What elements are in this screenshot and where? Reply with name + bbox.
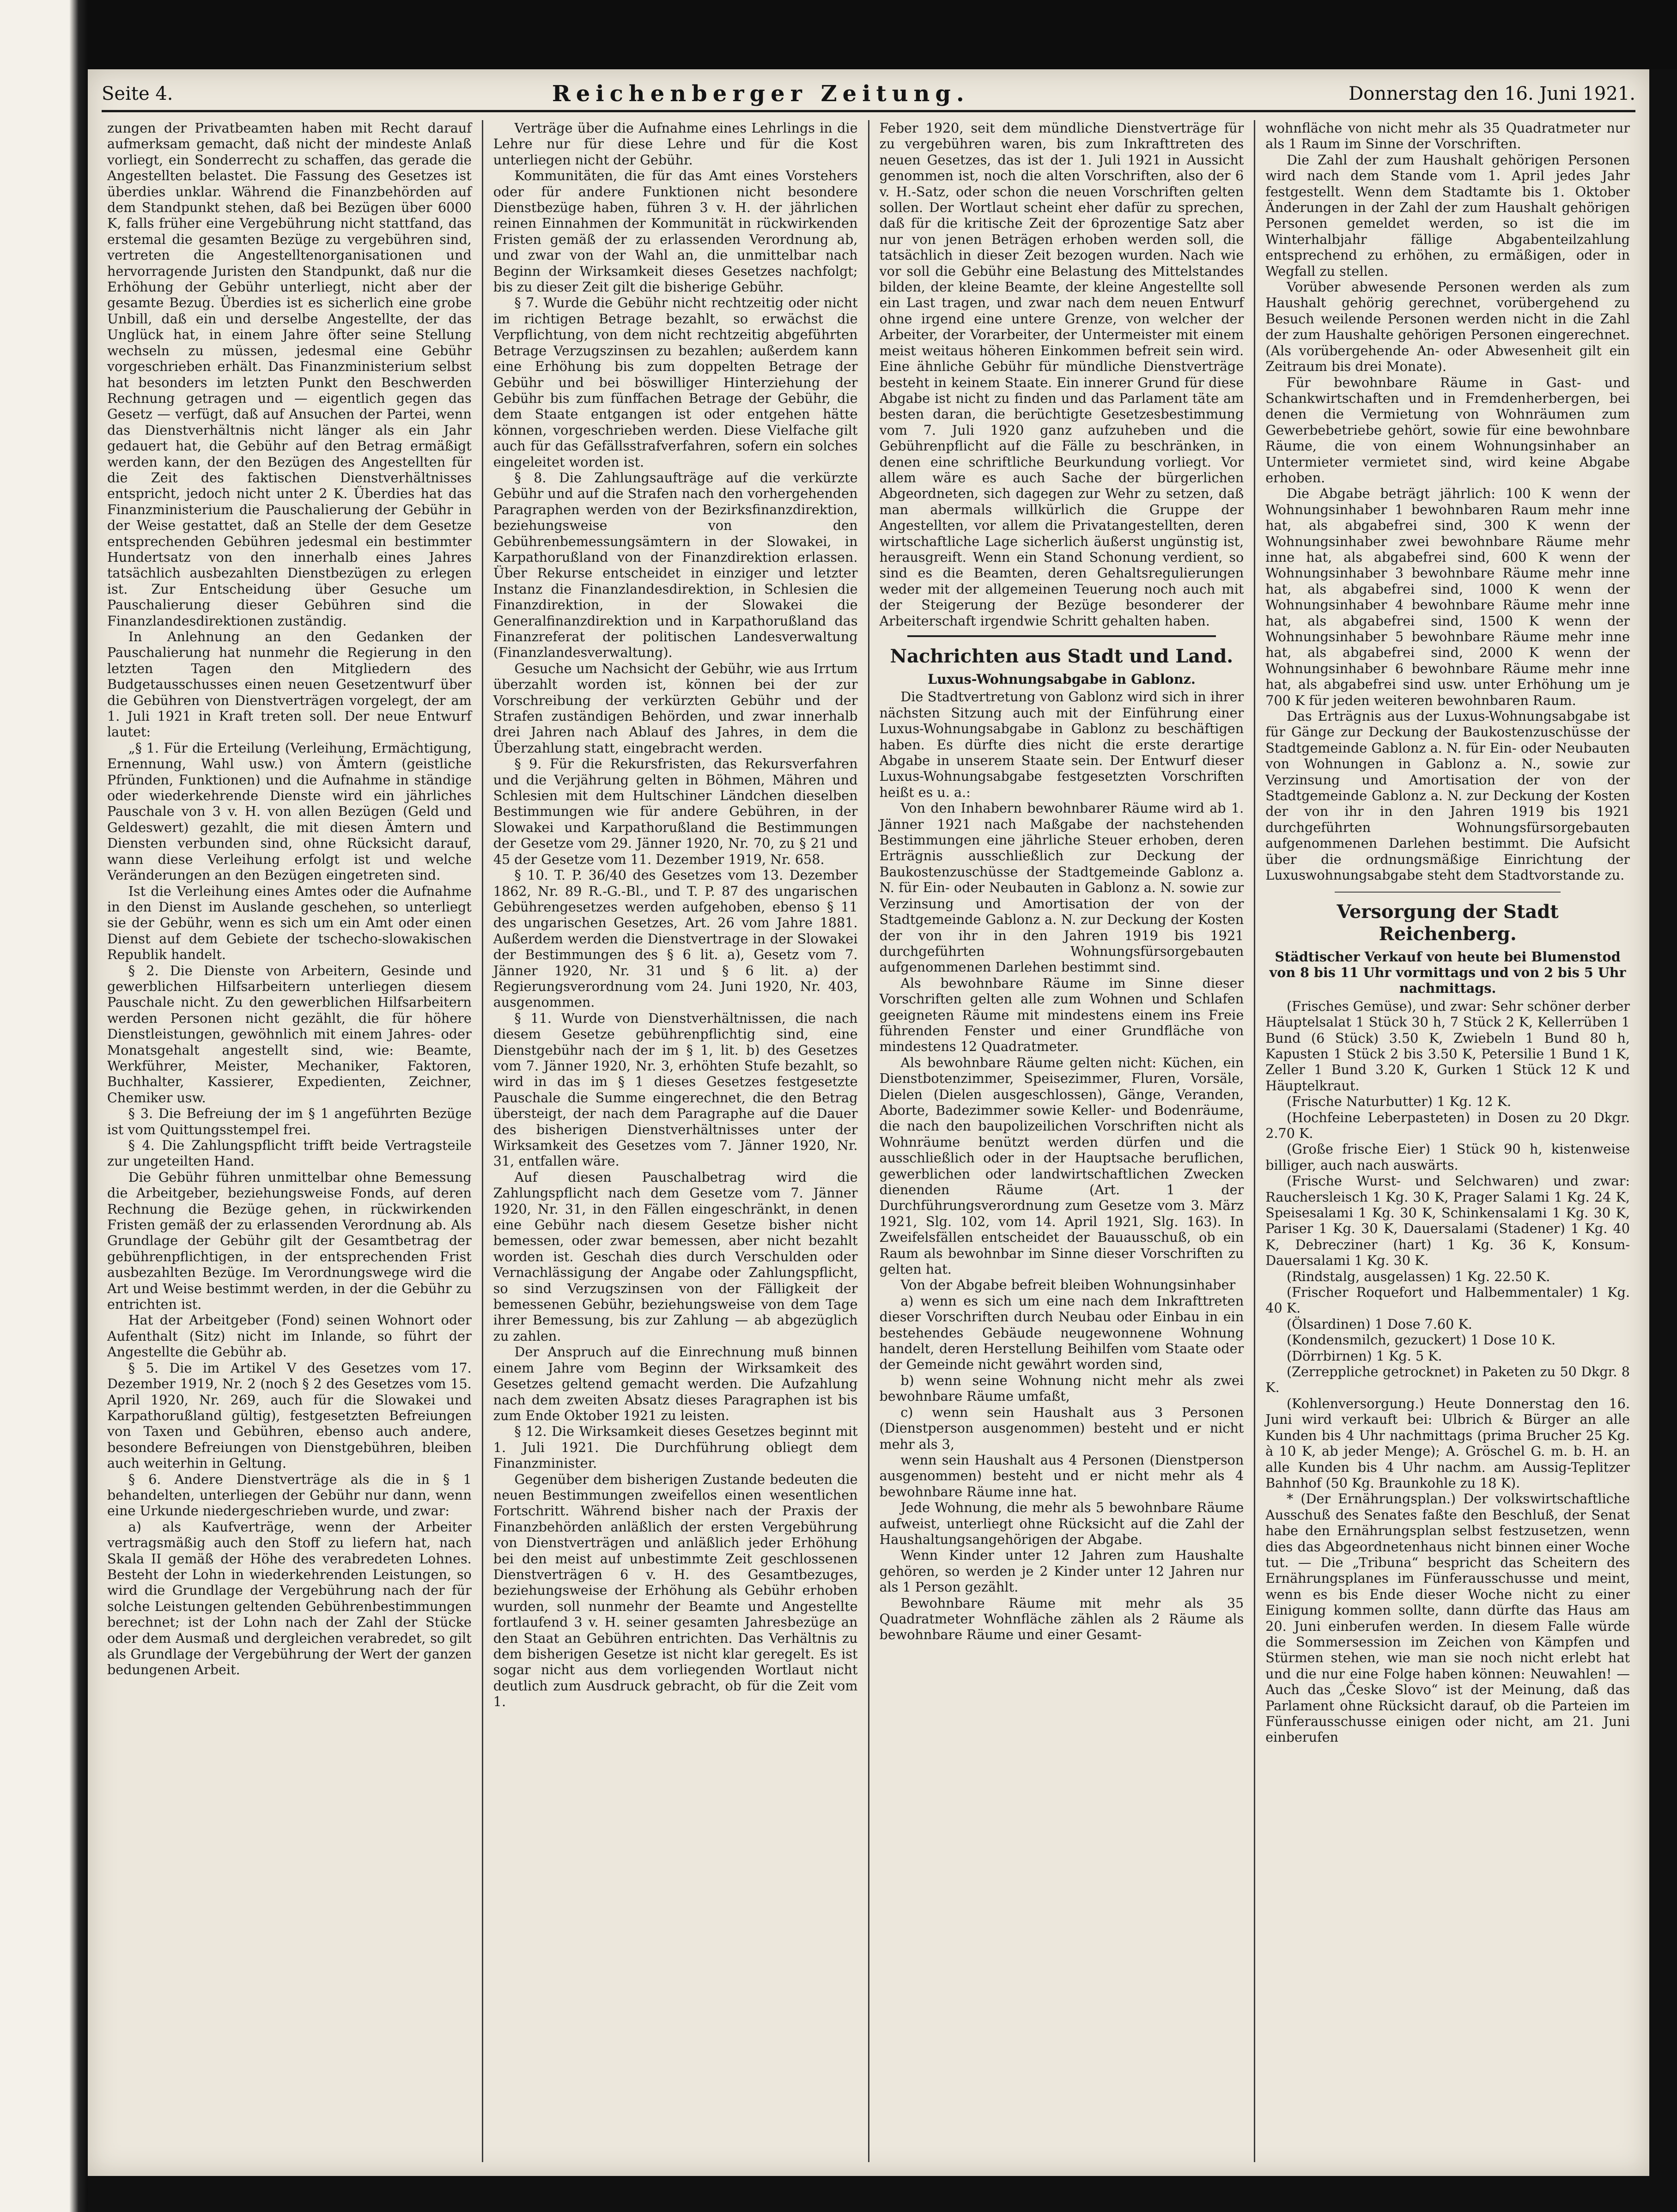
paragraph: Hat der Arbeitgeber (Fond) seinen Wohnort oder Aufenthalt (Sitz) nicht im Inlande, so führt der Angestellte die Gebühr ab.: [107, 1312, 472, 1360]
paragraph: Ist die Verleihung eines Amtes oder die Aufnahme in den Dienst im Auslande geschehen, so unterliegt sie der Gebühr, wenn es sich um ein Amt oder einen Dienst auf dem Gebiete der tschecho-slowakischen Republik handelt.: [107, 883, 472, 963]
paragraph: (Kohlenversorgung.) Heute Donnerstag den 16. Juni wird verkauft bei: Ulbrich & Bürger an alle Kunden bis 4 Uhr nachmittags (prima Brucher 25 Kg. à 10 K, ab jeder Menge); A. Gröschel G. m. b. H. an alle Kunden bis 4 Uhr nachm. am Aussig-Teplitzer Bahnhof (50 Kg. Braunkohle zu 18 K).: [1265, 1395, 1630, 1491]
paragraph: wohnfläche von nicht mehr als 35 Quadratmeter nur als 1 Raum im Sinne der Vorschriften.: [1265, 120, 1630, 152]
paragraph: * (Der Ernährungsplan.) Der volkswirtschaftliche Ausschuß des Senates faßte den Beschluß, der Senat habe den Ernährungsplan selbst festzusetzen, wenn dies das Abgeordnetenhaus nicht binnen einer Woche tut. — Die „Tribuna“ bespricht das Scheitern des Ernährungsplanes im Fünferausschusse und meint, wenn es bis Ende dieser Woche nicht zu einer Einigung kommen sollte, dann dürfte das Haus am 20. Juni einberufen werden. In diesem Falle würde die Sommersession im Zeichen von Kämpfen und Stürmen stehen, wie man sie noch nicht erlebt hat und die nur eine Folge haben können: Neuwahlen! — Auch das „Česke Slovo“ ist der Meinung, daß das Parlament ohne Rücksicht darauf, ob die Parteien im Fünferausschusse einigen oder nicht, am 21. Juni einberufen: [1265, 1491, 1630, 1745]
scan-border-top: [0, 0, 1677, 69]
paragraph: Der Anspruch auf die Einrechnung muß binnen einem Jahre vom Beginn der Wirksamkeit des Gesetzes geltend gemacht werden. Die Aufzahlung nach dem zweiten Absatz dieses Paragraphen ist bis zum Ende Oktober 1921 zu leisten.: [493, 1344, 858, 1423]
paragraph: zungen der Privatbeamten haben mit Recht darauf aufmerksam gemacht, daß nicht der mindeste Anlaß vorliegt, ein Sonderrecht zu schaffen, das gerade die Angestellten belastet. Die Fassung des Gesetzes ist überdies unklar. Während die Finanzbehörden auf dem Standpunkt stehen, daß bei Bezügen über 6000 K, falls früher eine Vergebührung nicht stattfand, das erstemal die gesamten Bezüge zu vergebühren sind, vertreten die Angestelltenorganisationen und hervorragende Juristen den Standpunkt, daß nur die Erhöhung der Gebühr unterliegt, nicht aber der gesamte Bezug. Überdies ist es sicherlich eine grobe Unbill, daß ein und derselbe Angestellte, der das Unglück hat, in einem Jahre öfter seine Stellung wechseln zu müssen, jedesmal eine Gebühr vorgeschrieben erhält. Das Finanzministerium selbst hat besonders im letzten Punkt den Beschwerden Rechnung getragen und — eigentlich gegen das Gesetz — verfügt, daß auf Ansuchen der Partei, wenn das Dienstverhältnis nicht länger als ein Jahr gedauert hat, die Gebühr auf den Betrag ermäßigt werden kann, der den Bezügen des Angestellten für die Zeit des faktischen Dienstverhältnisses entspricht, jedoch nicht unter 2 K. Überdies hat das Finanzministerium die Pauschalierung der Gebühr in der Weise gestattet, daß an Stelle der dem Gesetze entsprechenden Gebühren jedesmal ein bestimmter Hundertsatz von den innerhalb eines Jahres tatsächlich ausbezahlten Dienstbezügen zu erlegen ist. Zur Entscheidung über Gesuche um Pauschalierung dieser Gebühren sind die Finanzlandesdirektionen zuständig.: [107, 120, 472, 629]
paragraph: „§ 1. Für die Erteilung (Verleihung, Ermächtigung, Ernennung, Wahl usw.) von Ämtern (geistliche Pfründen, Funktionen) und die Aufnahme in ständige oder wiederkehrende Dienste wird ein jährliches Pauschale von 3 v. H. von allen Bezügen (Geld und Geldeswert) gezahlt, die mit diesen Ämtern und Diensten verbunden sind, ohne Rücksicht darauf, wann diese Verleihung erfolgt ist und welche Veränderungen an den Bezügen eingetreten sind.: [107, 740, 472, 883]
paragraph: Jede Wohnung, die mehr als 5 bewohnbare Räume aufweist, unterliegt ohne Rücksicht auf die Zahl der Haushaltungsangehörigen der Abgabe.: [879, 1500, 1244, 1547]
masthead: [102, 78, 1635, 112]
column-4: [1254, 120, 1640, 2162]
paragraph: Wenn Kinder unter 12 Jahren zum Haushalte gehören, so werden je 2 Kinder unter 12 Jahren nur als 1 Person gezählt.: [879, 1547, 1244, 1595]
newspaper-page: [88, 69, 1649, 2176]
paragraph: (Frisches Gemüse), und zwar: Sehr schöner derber Häuptelsalat 1 Stück 30 h, 7 Stück 2 K, Kellerrüben 1 Bund (6 Stück) 3.50 K, Zwiebeln 1 Bund 80 h, Kapusten 1 Stück 2 bis 3.50 K, Petersilie 1 Bund 1 K, Zeller 1 Bund 3.20 K, Gurken 1 Stück 12 K und Häuptelkraut.: [1265, 998, 1630, 1094]
paragraph: Die Abgabe beträgt jährlich: 100 K wenn der Wohnungsinhaber 1 bewohnbaren Raum mehr inne hat, als abgabefrei sind, 300 K wenn der Wohnungsinhaber zwei bewohnbare Räume mehr inne hat, als abgabefrei sind, 600 K wenn der Wohnungsinhaber 3 bewohnbare Räume mehr inne hat, als abgabefrei sind, 1000 K wenn der Wohnungsinhaber 4 bewohnbare Räume mehr inne hat, als abgabefrei sind, 1500 K wenn der Wohnungsinhaber 5 bewohnbare Räume mehr inne hat, als abgabefrei sind, 2000 K wenn der Wohnungsinhaber 6 bewohnbare Räume mehr inne hat, als abgabefrei sind usw. unter Erhöhung um je 700 K für jeden weiteren bewohnbaren Raum.: [1265, 486, 1630, 708]
paragraph: § 4. Die Zahlungspflicht trifft beide Vertragsteile zur ungeteilten Hand.: [107, 1137, 472, 1169]
article-columns: [97, 120, 1640, 2162]
paragraph: (Rindstalg, ausgelassen) 1 Kg. 22.50 K.: [1287, 1268, 1550, 1284]
paragraph: Die Gebühr führen unmittelbar ohne Bemessung die Arbeitgeber, beziehungsweise Fonds, auf deren Rechnung die Bezüge gehen, in rückwirkenden Fristen gemäß der zu erlassenden Verordnung ab. Als Grundlage der Gebühr gilt der Gesamtbetrag der gebührenpflichtigen, in der entsprechenden Frist ausbezahlten Bezüge. Im Verordnungswege wird die Art und Weise bestimmt werden, in der die Gebühr zu entrichten ist.: [107, 1169, 472, 1313]
paragraph: § 6. Andere Dienstverträge als die in § 1 behandelten, unterliegen der Gebühr nur dann, wenn eine Urkunde niedergeschrieben wurde, und zwar:: [107, 1471, 472, 1519]
paragraph: § 2. Die Dienste von Arbeitern, Gesinde und gewerblichen Hilfsarbeitern unterliegen diesem Pauschale nicht. Zu den gewerblichen Hilfsarbeitern werden Personen nicht gezählt, die für höhere Dienstleistungen, gewöhnlich mit einem Jahres- oder Monatsgehalt angestellt sind, wie: Beamte, Werkführer, Meister, Mechaniker, Faktoren, Buchhalter, Kassierer, Expedienten, Zeichner, Chemiker usw.: [107, 962, 472, 1106]
paragraph: § 10. T. P. 36/40 des Gesetzes vom 13. Dezember 1862, Nr. 89 R.-G.-Bl., und T. P. 87 des ungarischen Gebührengesetzes werden aufgehoben, ebenso § 11 des ungarischen Gesetzes, Art. 26 vom Jahre 1881. Außerdem werden die Dienstvertrage in der Slowakei der Bestimmungen des § 6 lit. a), Gesetz vom 7. Jänner 1920, Nr. 31 und § 6 lit. a) der Regierungsverordnung vom 24. Juni 1920, Nr. 403, ausgenommen.: [493, 867, 858, 1010]
paragraph: a) wenn es sich um eine nach dem Inkrafttreten dieser Vorschriften durch Neubau oder Einbau in ein bestehendes Gebäude neugewonnene Wohnung handelt, deren Herstellung Beihilfen vom Staate oder der Gemeinde nicht gewährt worden sind,: [879, 1293, 1244, 1373]
newspaper-title: Reichenberger Zeitung.: [552, 81, 970, 107]
paragraph: Die Stadtvertretung von Gablonz wird sich in ihrer nächsten Sitzung auch mit der Einführung einer Luxus-Wohnungsabgabe in Gablonz zu beschäftigen haben. Es dürfte dies nicht die erste derartige Abgabe in unserem Staate sein. Der Entwurf dieser Luxus-Wohnungsabgabe festgesetzten Vorschriften heißt es u. a.:: [879, 689, 1244, 800]
paragraph: Die Zahl der zum Haushalt gehörigen Personen wird nach dem Stande vom 1. April jedes Jahr festgestellt. Wenn dem Stadtamte bis 1. Oktober Änderungen in der Zahl der zum Haushalt gehörigen Personen gemeldet werden, so ist die im Winterhalbjahr fällige Abgabenteilzahlung entsprechend zu erhöhen, zu ermäßigen, oder in Wegfall zu stellen.: [1265, 152, 1630, 279]
paragraph: Bewohnbare Räume mit mehr als 35 Quadratmeter Wohnfläche zählen als 2 Räume als bewohnbare Räume und einer Gesamt-: [879, 1595, 1244, 1643]
paragraph: Gegenüber dem bisherigen Zustande bedeuten die neuen Bestimmungen zweifellos einen wesentlichen Fortschritt. Während bisher nach der Praxis der Finanzbehörden anläßlich der ersten Vergebührung von Dienstverträgen und anläßlich jeder Erhöhung bei den meist auf unbestimmte Zeit geschlossenen Dienstverträgen 6 v. H. des Gesamtbezuges, beziehungsweise der Erhöhung als Gebühr erhoben wurden, soll nunmehr der Beamte und Angestellte fortlaufend 3 v. H. seiner gesamten Jahresbezüge an den Staat an Gebühren entrichten. Das Verhältnis zu dem bisherigen Gesetze ist nicht klar geregelt. Es ist sogar nicht aus dem vorliegenden Wortlaut nicht deutlich zum Ausdruck gebracht, ob für die Zeit vom 1.: [493, 1471, 858, 1710]
paragraph: Das Erträgnis aus der Luxus-Wohnungsabgabe ist für Gänge zur Deckung der Baukostenzuschüsse der Stadtgemeinde Gablonz a. N. für Ein- oder Neubauten von Wohnungen in Gablonz a. N., sowie zur Verzinsung und Amortisation der von der Stadtgemeinde Gablonz a. N. zur Deckung der Kosten der von ihr in den Jahren 1919 bis 1921 durchgeführten Wohnungsfürsorgebauten aufgenommenen Darlehen bestimmt. Die Aufsicht über die ordnungsmäßige Einrichtung der Luxuswohnungsabgabe steht dem Stadtvorstande zu.: [1265, 708, 1630, 883]
section-divider: [907, 635, 1216, 637]
column-3: [868, 120, 1254, 2162]
paragraph: c) wenn sein Haushalt aus 3 Personen (Dienstperson ausgenommen) besteht und er nicht mehr als 3,: [879, 1404, 1244, 1452]
column-2: [482, 120, 868, 2162]
paragraph: (Kondensmilch, gezuckert) 1 Dose 10 K.: [1287, 1332, 1556, 1348]
paragraph: (Ölsardinen) 1 Dose 7.60 K.: [1287, 1316, 1472, 1332]
paragraph: § 12. Die Wirksamkeit dieses Gesetzes beginnt mit 1. Juli 1921. Die Durchführung obliegt dem Finanzminister.: [493, 1423, 858, 1471]
section-heading: Versorgung der Stadt Reichenberg.: [1337, 900, 1559, 945]
paragraph: (Frischer Roquefort und Halbemmentaler) 1 Kg. 40 K.: [1265, 1284, 1630, 1316]
paragraph: Als bewohnbare Räume gelten nicht: Küchen, ein Dienstbotenzimmer, Speisezimmer, Fluren, Vorsäle, Dielen (Dielen ausgeschlossen), Gänge, Veranden, Aborte, Badezimmer sowie Keller- und Bodenräume, die nach den baupolizeilichen Vorschriften nicht als Wohnräume benützt werden dürfen und die ausschließlich oder in der Hauptsache beruflichen, gewerblichen oder landwirtschaftlichen Zwecken dienenden Räume (Art. 1 der Durchführungsverordnung zum Gesetze vom 3. März 1921, Slg. 102, vom 14. April 1921, Slg. 163). In Zweifelsfällen entscheidet der Bauausschuß, ob ein Raum als bewohnbar im Sinne dieser Vorschriften zu gelten hat.: [879, 1054, 1244, 1277]
paragraph: § 9. Für die Rekursfristen, das Rekursverfahren und die Verjährung gelten in Böhmen, Mähren und Schlesien mit dem Hultschiner Ländchen dieselben Bestimmungen wie für andere Gebühren, in der Slowakei und Karpathorußland die Bestimmungen der Gesetze vom 29. Jänner 1920, Nr. 70, zu § 21 und 45 der Gesetze vom 11. Dezember 1919, Nr. 658.: [493, 756, 858, 867]
paragraph: § 3. Die Befreiung der im § 1 angeführten Bezüge ist vom Quittungsstempel frei.: [107, 1106, 472, 1137]
paragraph: Für bewohnbare Räume in Gast- und Schankwirtschaften und in Fremdenherbergen, bei denen die Vermietung von Wohnräumen zum Gewerbebetriebe gehört, sowie für eine bewohnbare Räume, die von einem Wohnungsinhaber an Untermieter vermietet sind, wird keine Abgabe erhoben.: [1265, 374, 1630, 486]
paragraph: In Anlehnung an den Gedanken der Pauschalierung hat nunmehr die Regierung in den letzten Tagen den Mitgliedern des Budgetausschusses einen neuen Gesetzentwurf über die Gebühren von Dienstverträgen vorgelegt, der am 1. Juli 1921 in Kraft treten soll. Der neue Entwurf lautet:: [107, 629, 472, 740]
paragraph: (Dörrbirnen) 1 Kg. 5 K.: [1287, 1348, 1442, 1364]
paragraph: § 8. Die Zahlungsaufträge auf die verkürzte Gebühr und auf die Strafen nach den vorhergehenden Paragraphen werden von der Bezirksfinanzdirektion, beziehungsweise von den Gebührenbemessungsämtern in der Slowakei, in Karpathorußland von der Finanzdirektion erlassen. Über Rekurse entscheidet in einziger und letzter Instanz die Finanzlandesdirektion, in Schlesien die Finanzdirektion, in der Slowakei die Generalfinanzdirektion und in Karpathorußland das Finanzreferat der politischen Landesverwaltung (Finanzlandesverwaltung).: [493, 469, 858, 661]
paragraph: Kommunitäten, die für das Amt eines Vorstehers oder für andere Funktionen nicht besondere Dienstbezüge haben, führen 3 v. H. der jährlichen reinen Einnahmen der Kommunität in rückwirkenden Fristen gemäß der zu erlassenden Verordnung ab, und zwar von der Wahl an, die unmittelbar nach Beginn der Wirksamkeit dieses Gesetzes nachfolgt; bis zu dieser Zeit gilt die bisherige Gebühr.: [493, 168, 858, 295]
paragraph: (Frische Wurst- und Selchwaren) und zwar: Rauchersleisch 1 Kg. 30 K, Prager Salami 1 Kg. 24 K, Speisesalami 1 Kg. 30 K, Schinkensalami 1 Kg. 30 K, Pariser 1 Kg. 30 K, Dauersalami (Stadener) 1 Kg. 40 K, Debrecziner (hart) 1 Kg. 36 K, Konsum-Dauersalami 1 Kg. 30 K.: [1265, 1173, 1630, 1269]
section-divider: [1335, 892, 1561, 893]
paragraph: Verträge über die Aufnahme eines Lehrlings in die Lehre nur für diese Lehre und für die Kost unterliegen nicht der Gebühr.: [493, 120, 858, 168]
paragraph: § 7. Wurde die Gebühr nicht rechtzeitig oder nicht im richtigen Betrage bezahlt, so erwächst die Verpflichtung, von dem nicht rechtzeitig abgeführten Betrage Verzugszinsen zu bezahlen; außerdem kann eine Erhöhung bis zum doppelten Betrage der Gebühr und bei böswilliger Hinterziehung der Gebühr bis zum fünffachen Betrage der Gebühr, die dem Staate entgangen ist oder entgehen hätte können, vorgeschrieben werden. Diese Vielfache gilt auch für das Gefällsstrafverfahren, sofern ein solches eingeleitet worden ist.: [493, 295, 858, 470]
section-heading: Nachrichten aus Stadt und Land.: [890, 645, 1233, 667]
paragraph: wenn sein Haushalt aus 4 Personen (Dienstperson ausgenommen) besteht und er nicht mehr als 4 bewohnbare Räume inne hat.: [879, 1452, 1244, 1500]
paragraph: Gesuche um Nachsicht der Gebühr, wie aus Irrtum überzahlt worden ist, können bei der zur Vorschreibung der verkürzten Gebühr und der Strafen zuständigen Behörden, und zwar innerhalb drei Jahren nach Ablauf des Jahres, in dem die Überzahlung statt, eingebracht werden.: [493, 660, 858, 756]
paragraph: b) wenn seine Wohnung nicht mehr als zwei bewohnbare Räume umfaßt,: [879, 1372, 1244, 1404]
paragraph: (Hochfeine Leberpasteten) in Dosen zu 20 Dkgr. 2.70 K.: [1265, 1109, 1630, 1141]
paragraph: (Große frische Eier) 1 Stück 90 h, kistenweise billiger, auch nach auswärts.: [1265, 1141, 1630, 1173]
paragraph: Als bewohnbare Räume im Sinne dieser Vorschriften gelten alle zum Wohnen und Schlafen geeigneten Räume mit mindestens einem ins Freie führenden Fenster und einer Grundfläche von mindestens 12 Quadratmeter.: [879, 975, 1244, 1055]
paragraph: (Frische Naturbutter) 1 Kg. 12 K.: [1287, 1094, 1512, 1110]
article-heading: Luxus-Wohnungsabgabe in Gablonz.: [927, 671, 1196, 687]
column-1: [97, 120, 482, 2162]
article-heading: Städtischer Verkauf von heute bei Blumenstod von 8 bis 11 Uhr vormittags und von 2 bis 5 Uhr nachmittags.: [1269, 948, 1626, 997]
paragraph: (Zerreppliche getrocknet) in Paketen zu 50 Dkgr. 8 K.: [1265, 1364, 1630, 1396]
paragraph: § 11. Wurde von Dienstverhältnissen, die nach diesem Gesetze gebührenpflichtig sind, eine Dienstgebühr nach der im § 1, lit. b) des Gesetzes vom 7. Jänner 1920, Nr. 3, erhöhten Stufe bezahlt, so wird in das im § 1 dieses Gesetzes festgesetzte Pauschale die Summe eingerechnet, die den Betrag übersteigt, der nach dem Paragraphe auf die Dauer des bisherigen Dienstverhältnisses unter der Wirksamkeit des Gesetzes vom 7. Jänner 1920, Nr. 31, entfallen wäre.: [493, 1010, 858, 1169]
paragraph: Vorüber abwesende Personen werden als zum Haushalt gehörig gerechnet, vorübergehend zu Besuch weilende Personen werden nicht in die Zahl der zum Haushalte gehörigen Personen eingerechnet. (Als vorübergehende An- oder Abwesenheit gilt ein Zeitraum bis drei Monate).: [1265, 279, 1630, 375]
paragraph: a) als Kaufverträge, wenn der Arbeiter vertragsmäßig auch den Stoff zu liefern hat, nach Skala II gemäß der Höhe des verabredeten Lohnes. Besteht der Lohn in wiederkehrenden Leistungen, so wird die Grundlage der Vergebührung nach der für solche Leistungen geltenden Gebührenbestimmungen berechnet; ist der Lohn nach der Zahl der Stücke oder dem Ausmaß und dergleichen verabredet, so gilt als Grundlage der Vergebührung der Wert der ganzen bedungenen Arbeit.: [107, 1519, 472, 1678]
paragraph: Von den Inhabern bewohnbarer Räume wird ab 1. Jänner 1921 nach Maßgabe der nachstehenden Bestimmungen eine jährliche Steuer erhoben, deren Erträgnis ausschließlich zur Deckung der Baukostenzuschüsse der Stadtgemeinde Gablonz a. N. für Ein- oder Neubauten in Gablonz a. N. sowie zur Verzinsung und Amortisation der von der Stadtgemeinde Gablonz a. N. zur Deckung der Kosten der von ihr in den Jahren 1919 bis 1921 durchgeführten Wohnungsfürsorgebauten aufgenommenen Darlehen bestimmt sind.: [879, 800, 1244, 975]
paragraph: § 5. Die im Artikel V des Gesetzes vom 17. Dezember 1919, Nr. 2 (noch § 2 des Gesetzes vom 15. April 1920, Nr. 269, auch für die Slowakei und Karpathorußland gültig), festgesetzten Befreiungen von Taxen und Gebühren, ebenso auch andere, besondere Befreiungen von Dienstgebühren, bleiben auch weiterhin in Geltung.: [107, 1360, 472, 1471]
issue-date: Donnerstag den 16. Juni 1921.: [1349, 83, 1635, 104]
paragraph: Auf diesen Pauschalbetrag wird die Zahlungspflicht nach dem Gesetze vom 7. Jänner 1920, Nr. 31, in den Fällen eingeschränkt, in denen eine Gebühr nach diesem Gesetze bisher nicht bemessen, oder zwar bemessen, aber nicht bezahlt worden ist. Geschah dies durch Verschulden oder Vernachlässigung der Angabe oder Zahlungspflicht, so sind Verzugszinsen von der Fälligkeit der bemessenen Gebühr, beziehungsweise von dem Tage ihrer Bemessung, bis zur Zahlung — ab abgezüglich zu zahlen.: [493, 1169, 858, 1344]
paragraph: Feber 1920, seit dem mündliche Dienstverträge für zu vergebühren waren, bis zum Inkrafttreten des neuen Gesetzes, das ist der 1. Juli 1921 in Aussicht genommen ist, noch die alten Vorschriften, also der 6 v. H.-Satz, oder schon die neuen Vorschriften gelten sollen. Der Wortlaut scheint eher dafür zu sprechen, daß für die kritische Zeit der 6prozentige Satz aber nur von jenen Beträgen erhoben werden soll, die tatsächlich in dieser Zeit bezogen wurden. Nach wie vor soll die Gebühr eine Belastung des Mittelstandes bilden, der kleine Beamte, der kleine Angestellte soll ein Last tragen, und zwar nach dem neuen Entwurf ohne irgend eine untere Grenze, von welcher der Arbeiter, der Vorarbeiter, der Untermeister mit einem meist weitaus höheren Einkommen befreit sein wird. Eine ähnliche Gebühr für mündliche Dienstverträge besteht in keinem Staate. Ein innerer Grund für diese Abgabe ist nicht zu finden und das Parlament täte am besten daran, die berüchtigte Gesetzesbestimmung vom 7. Juli 1920 ganz aufzuheben und die Gebührenpflicht auf die Fälle zu beschränken, in denen eine schriftliche Beurkundung vorliegt. Vor allem wäre es auch Sache der bürgerlichen Abgeordneten, sich dagegen zur Wehr zu setzen, daß man abermals willkürlich die Gruppe der Angestellten, vor allem die Privatangestellten, deren wirtschaftliche Lage sicherlich äußerst ungünstig ist, herausgreift. Wenn ein Stand Schonung verdient, so sind es die Beamten, deren Gehaltsregulierungen weder mit der allgemeinen Teuerung noch auch mit der Steigerung der Bezüge besonderer der Arbeiterschaft irgendwie Schritt gehalten haben.: [879, 120, 1244, 629]
paragraph: Von der Abgabe befreit bleiben Wohnungsinhaber: [900, 1277, 1236, 1293]
page-number: Seite 4.: [102, 83, 173, 104]
scan-border-left: [0, 0, 88, 2212]
